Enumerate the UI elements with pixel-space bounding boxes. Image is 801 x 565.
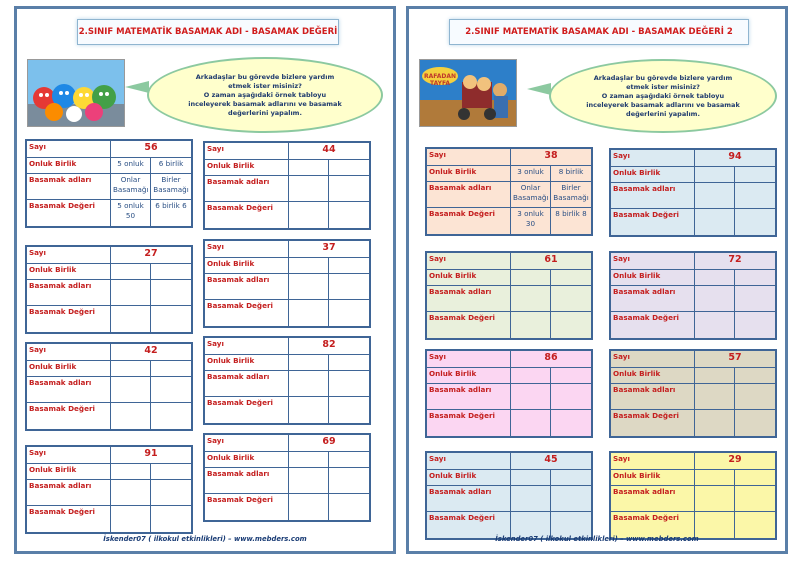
place-value-table-example: Sayı 38 Onluk Birlik 3 onluk 8 birlik Basamak adları Onlar Basamağı Birler Basamağı Basamak Değeri 3 onluk 30 8 birlik 8 <box>425 147 593 236</box>
cartoon-characters-image <box>419 59 517 127</box>
place-value-table: Sayı 45 Onluk Birlik Basamak adları Basamak Değeri <box>425 451 593 540</box>
place-value-table: Sayı 27 Onluk Birlik Basamak adları Basamak Değeri <box>25 245 193 334</box>
footer-credit: İskender07 ( ilkokul etkinlikleri) – www.mebders.com <box>495 535 699 543</box>
footer-credit: İskender07 ( ilkokul etkinlikleri) – www.mebders.com <box>103 535 307 543</box>
place-value-table: Sayı 91 Onluk Birlik Basamak adları Basamak Değeri <box>25 445 193 534</box>
worksheet-page-left <box>14 6 396 554</box>
speech-bubble: Arkadaşlar bu görevde bizlere yardım etmek ister misiniz? O zaman aşağıdaki örnek tabloyu inceleyerek basamak adlarını ve basamak değerlerini yapalım. <box>147 57 383 133</box>
place-value-table: Sayı 61 Onluk Birlik Basamak adları Basamak Değeri <box>425 251 593 340</box>
cartoon-planes-image <box>27 59 125 127</box>
place-value-table: Sayı 82 Onluk Birlik Basamak adları Basamak Değeri <box>203 336 371 425</box>
place-value-table-example: Sayı 56 Onluk Birlik 5 onluk 6 birlik Basamak adları Onlar Basamağı Birler Basamağı Basamak Değeri 5 onluk 50 6 birlik 6 <box>25 139 193 228</box>
place-value-table: Sayı 29 Onluk Birlik Basamak adları Basamak Değeri <box>609 451 777 540</box>
speech-bubble: Arkadaşlar bu görevde bizlere yardım etmek ister misiniz? O zaman aşağıdaki örnek tabloyu inceleyerek basamak adlarını ve basamak değerlerini yapalım. <box>549 59 777 133</box>
place-value-table: Sayı 69 Onluk Birlik Basamak adları Basamak Değeri <box>203 433 371 522</box>
svg-text:RAFADAN: RAFADAN <box>424 73 456 80</box>
svg-text:TAYFA: TAYFA <box>429 80 451 87</box>
place-value-table: Sayı 86 Onluk Birlik Basamak adları Basamak Değeri <box>425 349 593 438</box>
place-value-table: Sayı 44 Onluk Birlik Basamak adları Basamak Değeri <box>203 141 371 230</box>
place-value-table: Sayı 94 Onluk Birlik Basamak adları Basamak Değeri <box>609 148 777 237</box>
worksheet-page-right <box>406 6 788 554</box>
page-title: 2.SINIF MATEMATİK BASAMAK ADI - BASAMAK DEĞERİ 2 <box>449 19 749 45</box>
place-value-table: Sayı 42 Onluk Birlik Basamak adları Basamak Değeri <box>25 342 193 431</box>
place-value-table: Sayı 37 Onluk Birlik Basamak adları Basamak Değeri <box>203 239 371 328</box>
page-title: 2.SINIF MATEMATİK BASAMAK ADI - BASAMAK DEĞERİ <box>77 19 339 45</box>
place-value-table: Sayı 57 Onluk Birlik Basamak adları Basamak Değeri <box>609 349 777 438</box>
place-value-table: Sayı 72 Onluk Birlik Basamak adları Basamak Değeri <box>609 251 777 340</box>
